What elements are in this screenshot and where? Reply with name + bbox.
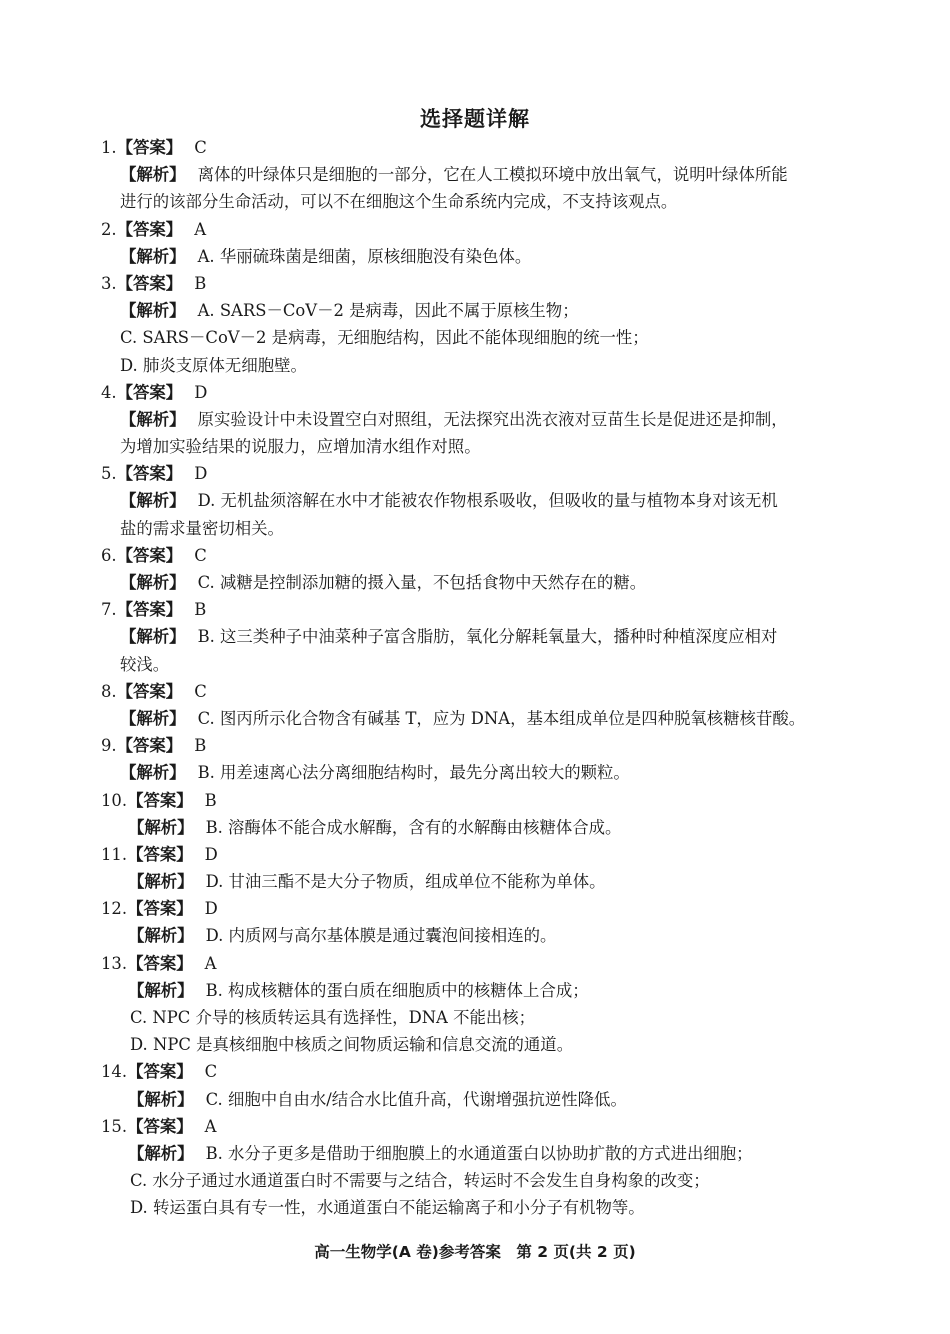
answer-line: [0, 216, 950, 243]
question-item: [0, 1058, 950, 1112]
analysis-text: D. 无机盐须溶解在水中才能被农作物根系吸收，但吸收的量与植物本身对该无机: [197, 491, 778, 511]
analysis-continuation: C. 水分子通过水通道蛋白时不需要与之结合，转运时不会发生自身构象的改变；: [130, 1171, 710, 1191]
question-item: [0, 134, 950, 216]
analysis-text: B. 溶酶体不能合成水解酶，含有的水解酶由核糖体合成。: [205, 817, 622, 837]
question-number: 1.: [101, 138, 117, 157]
analysis-text: 原实验设计中未设置空白对照组，无法探究出洗衣液对豆苗生长是促进还是抑制，: [197, 409, 788, 429]
analysis-line: [0, 161, 950, 188]
question-item: [0, 950, 950, 1059]
analysis-text: 离体的叶绿体只是细胞的一部分，它在人工模拟环境中放出氧气，说明叶绿体所能: [197, 165, 788, 185]
question-number: 3.: [101, 273, 117, 293]
answer-line: [0, 841, 950, 868]
answer-tag: 【答案】: [127, 1116, 193, 1136]
answer-line: [0, 379, 950, 406]
analysis-line: [0, 297, 950, 324]
analysis-line: [0, 243, 950, 270]
answer-tag: 【答案】: [116, 545, 183, 565]
answer-line: [0, 542, 950, 569]
question-number: 4.: [101, 382, 117, 402]
analysis-continuation: 进行的该部分生命活动，可以不在细胞这个生命系统内完成，不支持该观点。: [120, 192, 678, 212]
page-footer: 高一生物学(A 卷)参考答案 第 2 页(共 2 页): [314, 1243, 636, 1261]
question-number: 10.: [101, 790, 128, 810]
analysis-continuation: 较浅。: [120, 654, 170, 674]
answer-value: D: [194, 382, 208, 402]
analysis-line: [0, 868, 950, 895]
analysis-line: [0, 922, 950, 949]
question-number: 9.: [101, 736, 117, 756]
answer-tag: 【答案】: [116, 382, 183, 402]
analysis-line: [0, 406, 950, 433]
analysis-tag: 【解析】: [128, 872, 194, 892]
analysis-text: D. 内质网与高尔基体膜是通过囊泡间接相连的。: [205, 926, 557, 946]
analysis-tag: 【解析】: [128, 926, 194, 946]
question-item: [0, 542, 950, 596]
question-number: 11.: [101, 844, 128, 864]
question-number: 6.: [101, 545, 117, 565]
answer-line: [0, 1113, 950, 1140]
analysis-continuation: C. SARS－CoV－2 是病毒，无细胞结构，因此不能体现细胞的统一性；: [120, 328, 649, 348]
answer-line: [0, 460, 950, 487]
answer-value: C: [194, 138, 207, 157]
analysis-tag: 【解析】: [120, 573, 186, 592]
question-item: [0, 596, 950, 678]
analysis-line: [0, 759, 950, 786]
analysis-tag: 【解析】: [120, 409, 186, 429]
question-item: [0, 379, 950, 461]
answer-value: A: [204, 953, 217, 973]
analysis-text: B. 水分子更多是借助于细胞膜上的水通道蛋白以协助扩散的方式进出细胞；: [205, 1143, 753, 1163]
answer-tag: 【答案】: [127, 1062, 193, 1082]
question-item: [0, 270, 950, 379]
page-title: 选择题详解: [420, 107, 530, 131]
question-number: 2.: [101, 219, 117, 239]
answer-value: C: [194, 681, 207, 701]
analysis-continuation: C. NPC 介导的核质转运具有选择性，DNA 不能出核；: [130, 1008, 536, 1027]
answer-tag: 【答案】: [116, 600, 183, 620]
answer-tag: 【答案】: [127, 953, 193, 973]
answer-value: D: [204, 899, 218, 919]
analysis-text: C. 减糖是控制添加糖的摄入量，不包括食物中天然存在的糖。: [197, 573, 647, 592]
answer-value: A: [194, 219, 207, 239]
answer-tag: 【答案】: [116, 273, 183, 293]
analysis-tag: 【解析】: [120, 627, 186, 647]
analysis-text: B. 构成核糖体的蛋白质在细胞质中的核糖体上合成；: [205, 980, 589, 1000]
analysis-continuation: 盐的需求量密切相关。: [120, 518, 284, 538]
answer-line: [0, 787, 950, 814]
analysis-continuation: D. NPC 是真核细胞中核质之间物质运输和信息交流的通道。: [130, 1035, 574, 1055]
analysis-line: [0, 814, 950, 841]
analysis-tag: 【解析】: [120, 246, 186, 266]
question-number: 14.: [101, 1062, 128, 1082]
analysis-text: C. 图丙所示化合物含有碱基 T，应为 DNA，基本组成单位是四种脱氧核糖核苷酸。: [197, 708, 806, 728]
answer-tag: 【答案】: [127, 899, 193, 919]
answer-line: [0, 732, 950, 759]
analysis-tag: 【解析】: [128, 1089, 194, 1109]
question-number: 5.: [101, 464, 117, 484]
answer-value: A: [204, 1116, 217, 1136]
analysis-continuation: 为增加实验结果的说服力，应增加清水组作对照。: [120, 437, 481, 457]
answer-tag: 【答案】: [116, 219, 183, 239]
answer-tag: 【答案】: [127, 844, 193, 864]
answer-value: B: [204, 790, 217, 810]
answer-value: B: [194, 600, 207, 620]
analysis-tag: 【解析】: [120, 708, 186, 728]
analysis-line: [0, 623, 950, 650]
question-item: [0, 895, 950, 949]
question-item: [0, 841, 950, 895]
question-number: 8.: [101, 681, 117, 701]
answer-value: C: [204, 1062, 218, 1082]
answer-list: [0, 134, 950, 1222]
answer-tag: 【答案】: [116, 138, 183, 157]
question-item: [0, 1113, 950, 1222]
question-number: 12.: [101, 899, 128, 919]
answer-line: [0, 270, 950, 297]
analysis-text: C. 细胞中自由水/结合水比值升高，代谢增强抗逆性降低。: [205, 1089, 627, 1109]
analysis-tag: 【解析】: [128, 817, 194, 837]
analysis-tag: 【解析】: [120, 763, 186, 783]
analysis-line: [0, 569, 950, 596]
analysis-text: B. 这三类种子中油菜种子富含脂肪，氧化分解耗氧量大，播种时种植深度应相对: [197, 627, 778, 647]
question-number: 7.: [101, 600, 117, 620]
question-item: [0, 460, 950, 542]
answer-line: [0, 678, 950, 705]
analysis-text: B. 用差速离心法分离细胞结构时，最先分离出较大的颗粒。: [197, 763, 630, 783]
question-number: 13.: [101, 953, 128, 973]
answer-tag: 【答案】: [116, 736, 183, 756]
analysis-continuation: D. 转运蛋白具有专一性，水通道蛋白不能运输离子和小分子有机物等。: [130, 1198, 645, 1218]
analysis-continuation: D. 肺炎支原体无细胞壁。: [120, 355, 307, 375]
analysis-line: [0, 705, 950, 732]
analysis-tag: 【解析】: [120, 165, 186, 185]
analysis-line: [0, 977, 950, 1004]
answer-value: D: [194, 464, 208, 484]
analysis-line: [0, 1086, 950, 1113]
answer-line: [0, 950, 950, 977]
answer-tag: 【答案】: [116, 681, 183, 701]
question-item: [0, 678, 950, 732]
question-number: 15.: [101, 1116, 128, 1136]
analysis-tag: 【解析】: [120, 301, 186, 321]
analysis-line: [0, 487, 950, 514]
answer-value: B: [194, 736, 207, 756]
answer-value: B: [194, 273, 207, 293]
analysis-tag: 【解析】: [120, 491, 186, 511]
question-item: [0, 787, 950, 841]
answer-tag: 【答案】: [127, 790, 193, 810]
answer-value: C: [194, 545, 207, 565]
analysis-line: [0, 1140, 950, 1167]
analysis-tag: 【解析】: [128, 980, 194, 1000]
analysis-text: D. 甘油三酯不是大分子物质，组成单位不能称为单体。: [205, 872, 606, 892]
analysis-text: A. SARS－CoV－2 是病毒，因此不属于原核生物；: [197, 301, 579, 321]
answer-value: D: [204, 844, 218, 864]
question-item: [0, 732, 950, 786]
answer-line: [0, 1058, 950, 1085]
analysis-text: A. 华丽硫珠菌是细菌，原核细胞没有染色体。: [197, 246, 532, 266]
answer-line: [0, 134, 950, 161]
answer-line: [0, 895, 950, 922]
analysis-tag: 【解析】: [128, 1143, 194, 1163]
answer-line: [0, 596, 950, 623]
question-item: [0, 216, 950, 270]
answer-tag: 【答案】: [116, 464, 183, 484]
